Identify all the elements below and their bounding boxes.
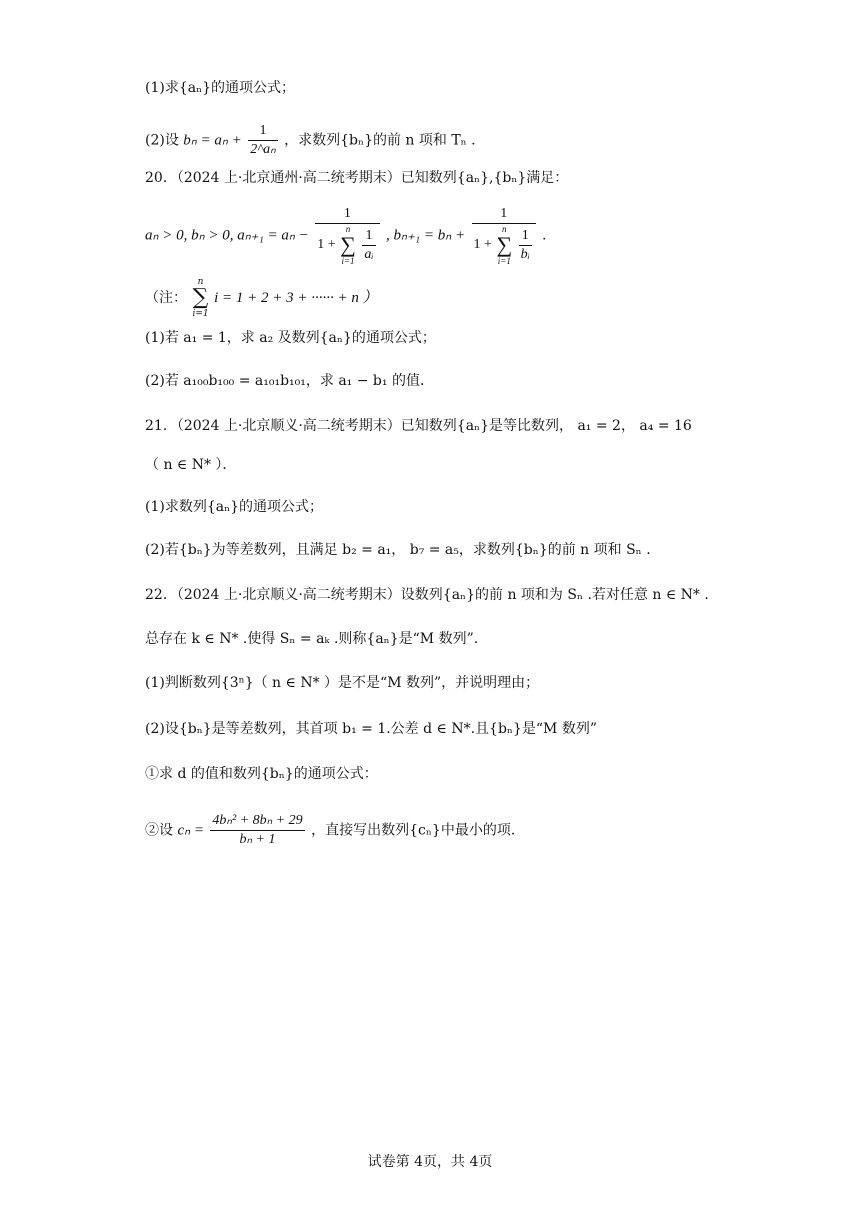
q22-part2a: ①求 d 的值和数列{bₙ}的通项公式：: [145, 766, 378, 782]
q21-heading: 21．（2024 上·北京顺义·高二统考期末）已知数列{aₙ}是等比数列， a₁ = 2， a₄ = 16: [145, 418, 692, 434]
q20-note-tail: i = 1 + 2 + 3 + ······ + n ）: [214, 290, 378, 306]
cn-lhs: cₙ =: [177, 822, 204, 839]
q20-inner-b-den: bᵢ: [520, 246, 530, 262]
q22-part1: (1)判断数列{3ⁿ}（ n ∈ N* ）是不是“M 数列”，并说明理由；: [145, 675, 540, 691]
q20-frac-b-den-pre: 1 +: [473, 237, 492, 253]
q20-frac-a-den: [315, 224, 379, 266]
q22-part2b-prefix: ②设: [145, 822, 173, 839]
bn-def-lhs: bₙ = aₙ +: [183, 132, 242, 149]
q22-heading: 22．（2024 上·北京顺义·高二统考期末）设数列{aₙ}的前 n 项和为 Sₙ .若对任意 n ∈ N* .: [145, 587, 709, 603]
q20-inner-frac-b: [519, 227, 532, 264]
sigma-icon: ∑: [496, 232, 513, 257]
sigma-icon: ∑: [192, 285, 209, 310]
q22-part2b-suffix: ，直接写出数列{cₙ}中最小的项.: [311, 822, 516, 839]
q20-note-prefix: （注：: [145, 290, 187, 306]
sigma-icon: ∑: [340, 232, 356, 257]
bn-def-numerator: 1: [248, 122, 277, 141]
q20-frac-b-den: [472, 224, 536, 266]
q20-note-sum: [192, 277, 208, 319]
q20-sum-b-bot: i=1: [497, 256, 511, 266]
q20-sum-a-bot: i=1: [341, 256, 355, 266]
q20-frac-b-num: 1: [472, 205, 536, 224]
q22-heading-cont: 总存在 k ∈ N* .使得 Sₙ = aₖ .则称{aₙ}是“M 数列”.: [145, 631, 479, 647]
q20-fraction-b: [472, 205, 536, 266]
q20-note-sum-top: n: [197, 277, 204, 287]
q21-part1: (1)求数列{aₙ}的通项公式；: [145, 499, 324, 515]
q21-part2: (2)若{bₙ}为等差数列，且满足 b₂ = a₁， b₇ = a₅，求数列{bₙ}的前 n 项和 Sₙ .: [145, 542, 651, 558]
q20-inner-frac-a: [362, 227, 375, 264]
q20-sum-b: [496, 224, 512, 266]
q20-sum-a-top: n: [345, 224, 351, 234]
q20-inner-a-den: aᵢ: [364, 246, 374, 262]
q20-note-sum-bot: i=1: [192, 309, 209, 319]
cn-fraction: [210, 812, 304, 849]
q20-frac-a-den-pre: 1 +: [317, 237, 336, 253]
bn-def-fraction: [248, 122, 277, 159]
q20-part1: (1)若 a₁ = 1，求 a₂ 及数列{aₙ}的通项公式；: [145, 330, 436, 346]
q20-frac-a-num: 1: [315, 205, 379, 224]
q20-sum-b-top: n: [502, 224, 507, 234]
q20-note: [145, 277, 378, 319]
part2-suffix: ，求数列{bₙ}的前 n 项和 Tₙ .: [284, 132, 476, 149]
q20-inner-a-num: 1: [362, 227, 375, 246]
q20-cond-a: aₙ > 0, bₙ > 0, aₙ₊₁ = aₙ −: [145, 227, 309, 244]
cn-numerator: 4bₙ² + 8bₙ + 29: [210, 812, 304, 831]
q20-fraction-a: [315, 205, 379, 266]
q21-heading-cont: （ n ∈ N* ）．: [145, 457, 237, 473]
q20-formula: [145, 205, 546, 266]
part2-line: [145, 122, 476, 159]
q22-part2b: [145, 812, 515, 849]
part1-text: (1)求{aₙ}的通项公式；: [145, 80, 296, 96]
q20-part2: (2)若 a₁₀₀b₁₀₀ = a₁₀₁b₁₀₁，求 a₁ − b₁ 的值．: [145, 373, 434, 389]
q20-sum-a: [340, 224, 356, 266]
cn-denominator: bₙ + 1: [239, 832, 276, 847]
q20-inner-b-num: 1: [519, 227, 532, 246]
q20-end: .: [542, 227, 547, 244]
page-footer: 试卷第 4页，共 4页: [367, 1154, 493, 1170]
q22-part2: (2)设{bₙ}是等差数列，其首项 b₁ = 1.公差 d ∈ N*.且{bₙ}是“M 数列”: [145, 721, 597, 737]
q20-cond-b: , bₙ₊₁ = bₙ +: [386, 227, 466, 244]
bn-def-denominator: 2^aₙ: [250, 142, 276, 157]
part2-prefix: (2)设: [145, 132, 179, 149]
q20-heading: 20．（2024 上·北京通州·高二统考期末）已知数列{aₙ},{bₙ}满足：: [145, 170, 569, 186]
